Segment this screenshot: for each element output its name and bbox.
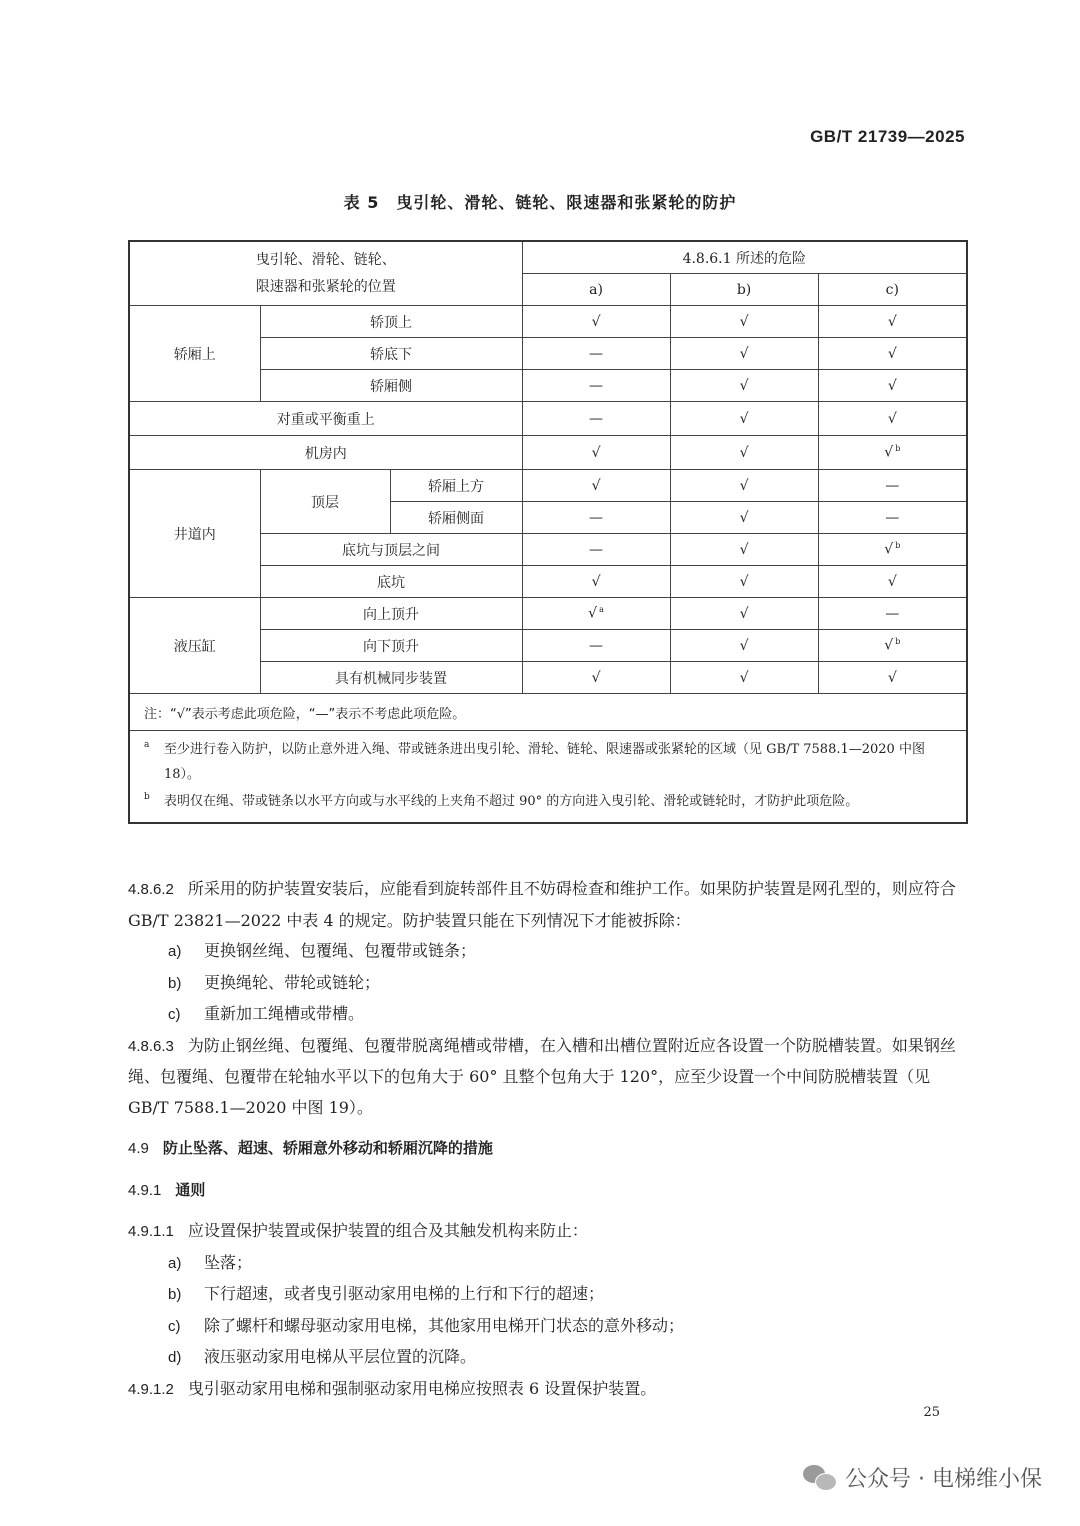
cell-c xyxy=(818,436,967,470)
group-car: 轿厢上 xyxy=(129,306,260,402)
table-row xyxy=(129,306,967,338)
cell-c: — xyxy=(818,598,967,630)
list-item: c) 重新加工绳槽或带槽。 xyxy=(168,1004,365,1023)
cell-a: √ xyxy=(522,306,670,338)
cell-a: √ xyxy=(522,566,670,598)
cell-b: √ xyxy=(670,402,818,436)
clause-number: 4.9.1.2 xyxy=(128,1380,174,1398)
cell-a: √ xyxy=(522,470,670,502)
row-label: 底坑 xyxy=(260,566,522,598)
clause-4-8-6-3 xyxy=(128,1031,968,1124)
cell-b: √ xyxy=(670,370,818,402)
header-col-a: a) xyxy=(522,274,670,306)
section-title: 防止坠落、超速、轿厢意外移动和轿厢沉降的措施 xyxy=(162,1139,493,1157)
header-col-b: b) xyxy=(670,274,818,306)
cell-b: √ xyxy=(670,306,818,338)
cell-value: √ xyxy=(588,605,598,622)
section-heading-4-9 xyxy=(128,1133,968,1165)
watermark xyxy=(803,1462,1042,1493)
header-col-c: c) xyxy=(818,274,967,306)
table-note: 注：“√”表示考虑此项危险，“—”表示不考虑此项危险。 xyxy=(129,694,967,731)
section-title: 通则 xyxy=(175,1180,206,1199)
cell-a: √ xyxy=(522,662,670,694)
header-position: 曳引轮、滑轮、链轮、 限速器和张紧轮的位置 xyxy=(129,241,522,306)
cell-value: √ xyxy=(884,444,894,461)
table-row xyxy=(129,402,967,436)
standard-code: GB/T 21739—2025 xyxy=(810,127,965,146)
header-risk: 4.8.6.1 所述的危险 xyxy=(522,241,967,274)
list-item: d) 液压驱动家用电梯从平层位置的沉降。 xyxy=(168,1347,477,1366)
watermark-text: 公众号 · 电梯维小保 xyxy=(845,1467,1042,1492)
body-text xyxy=(128,874,968,1405)
footnote-b xyxy=(144,789,956,814)
footnote-mark-b: b xyxy=(144,792,150,802)
cell-value: √ xyxy=(884,541,894,558)
cell-b: √ xyxy=(670,502,818,534)
clause-number: 4.8.6.3 xyxy=(128,1037,174,1055)
wechat-icon xyxy=(803,1465,837,1491)
group-shaft: 井道内 xyxy=(129,470,260,598)
footnote-mark-a: a xyxy=(144,740,150,750)
list-item: a) 更换钢丝绳、包覆绳、包覆带或链条； xyxy=(168,941,477,960)
cell-b: √ xyxy=(670,338,818,370)
row-label: 具有机械同步装置 xyxy=(260,662,522,694)
cell-b: √ xyxy=(670,436,818,470)
row-label: 底坑与顶层之间 xyxy=(260,534,522,566)
clause-text: 为防止钢丝绳、包覆绳、包覆带脱离绳槽或带槽，在入槽和出槽位置附近应各设置一个防脱槽装置。如果钢丝绳、包覆绳、包覆带在轮轴水平以下的包角大于 60° 且整个包角大于 120°，应至少设置一个中间防脱槽装置（见 GB/T 7588.1—2020 中图 19）。 xyxy=(128,1035,956,1117)
clause-text: 曳引驱动家用电梯和强制驱动家用电梯应按照表 6 设置保护装置。 xyxy=(187,1378,657,1398)
group-top-floor: 顶层 xyxy=(260,470,390,534)
footnote-ref: b xyxy=(895,444,901,454)
clause-text: 所采用的防护装置安装后，应能看到旋转部件且不妨碍检查和维护工作。如果防护装置是网孔型的，则应符合 GB/T 23821—2022 中表 4 的规定。防护装置只能在下列情况下才能被拆除： xyxy=(128,879,956,930)
table-row xyxy=(129,436,967,470)
row-label: 轿顶上 xyxy=(260,306,522,338)
footnote-ref: b xyxy=(895,541,901,551)
list-item: c) 除了螺杆和螺母驱动家用电梯，其他家用电梯开门状态的意外移动； xyxy=(168,1315,685,1335)
cell-a: — xyxy=(522,402,670,436)
cell-a: — xyxy=(522,630,670,662)
cell-c: √ xyxy=(818,566,967,598)
row-label: 轿厢侧面 xyxy=(390,502,522,534)
cell-b: √ xyxy=(670,566,818,598)
protection-table xyxy=(128,240,968,824)
group-hydraulic: 液压缸 xyxy=(129,598,260,694)
clause-4-8-6-2 xyxy=(128,874,968,936)
cell-c: √ xyxy=(818,370,967,402)
list-item: b) 下行超速，或者曳引驱动家用电梯的上行和下行的超速； xyxy=(168,1284,605,1303)
cell-c xyxy=(818,534,967,566)
footnote-a xyxy=(144,737,956,787)
cell-c: √ xyxy=(818,662,967,694)
row-label: 轿底下 xyxy=(260,338,522,370)
cell-b: √ xyxy=(670,598,818,630)
cell-b: √ xyxy=(670,470,818,502)
row-label: 向下顶升 xyxy=(260,630,522,662)
cell-a: √ xyxy=(522,436,670,470)
footnote-b-text: 表明仅在绳、带或链条以水平方向或与水平线的上夹角不超过 90° 的方向进入曳引轮、滑轮或链轮时，才防护此项危险。 xyxy=(164,794,859,809)
row-label: 向上顶升 xyxy=(260,598,522,630)
list-item: a) 坠落； xyxy=(168,1252,253,1272)
cell-a: — xyxy=(522,370,670,402)
list-item: b) 更换绳轮、带轮或链轮； xyxy=(168,972,381,992)
section-heading-4-9-1 xyxy=(128,1175,968,1207)
cell-a: — xyxy=(522,338,670,370)
cell-b: √ xyxy=(670,534,818,566)
cell-b: √ xyxy=(670,662,818,694)
row-label: 轿厢上方 xyxy=(390,470,522,502)
cell-a xyxy=(522,598,670,630)
cell-c xyxy=(818,630,967,662)
row-label: 机房内 xyxy=(129,436,522,470)
cell-c: √ xyxy=(818,402,967,436)
cell-a: — xyxy=(522,502,670,534)
cell-value: √ xyxy=(884,637,894,654)
section-number: 4.9 xyxy=(128,1140,149,1157)
page-number: 25 xyxy=(923,1405,940,1420)
table-title: 表 5 曳引轮、滑轮、链轮、限速器和张紧轮的防护 xyxy=(343,193,737,212)
row-label: 对重或平衡重上 xyxy=(129,402,522,436)
cell-b: √ xyxy=(670,630,818,662)
footnote-ref: a xyxy=(599,605,604,615)
clause-4-9-1-1 xyxy=(128,1216,968,1248)
cell-c: — xyxy=(818,470,967,502)
table-row xyxy=(129,598,967,630)
footnote-ref: b xyxy=(895,637,901,647)
clause-number: 4.9.1.1 xyxy=(128,1223,174,1240)
table-footnotes xyxy=(129,731,967,824)
clause-4-9-1-2 xyxy=(128,1374,968,1406)
row-label: 轿厢侧 xyxy=(260,370,522,402)
cell-c: √ xyxy=(818,338,967,370)
cell-c: — xyxy=(818,502,967,534)
clause-text: 应设置保护装置或保护装置的组合及其触发机构来防止： xyxy=(187,1221,588,1240)
section-number: 4.9.1 xyxy=(128,1181,162,1199)
clause-number: 4.8.6.2 xyxy=(128,881,174,898)
footnote-a-text: 至少进行卷入防护，以防止意外进入绳、带或链条进出曳引轮、滑轮、链轮、限速器或张紧轮的区域（见 GB/T 7588.1—2020 中图 18）。 xyxy=(164,742,925,782)
cell-c: √ xyxy=(818,306,967,338)
cell-a: — xyxy=(522,534,670,566)
table-row xyxy=(129,470,967,502)
